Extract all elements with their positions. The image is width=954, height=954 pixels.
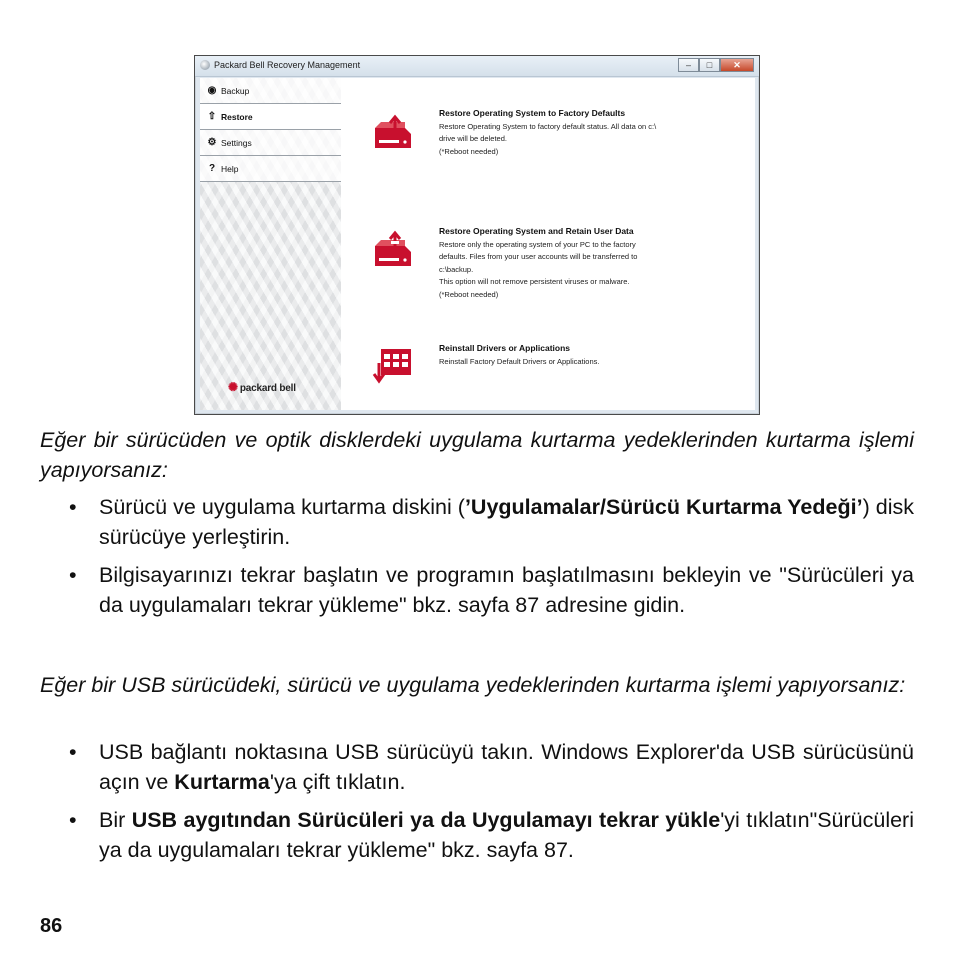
sidebar-item-backup[interactable] xyxy=(200,78,341,104)
sidebar-item-label: Settings xyxy=(221,137,252,148)
recovery-management-window xyxy=(194,55,760,415)
sidebar-item-settings[interactable] xyxy=(200,130,341,156)
window-title: Packard Bell Recovery Management xyxy=(214,60,361,70)
option-title: Reinstall Drivers or Applications xyxy=(439,343,570,353)
hdd-restore-icon xyxy=(371,108,415,152)
grid-reinstall-icon xyxy=(371,343,415,387)
brand-text: packard bell xyxy=(239,383,296,394)
list-item xyxy=(40,560,914,620)
title-bar xyxy=(195,56,759,77)
intro-paragraph-optical: Eğer bir sürücüden ve optik disklerdeki uygulama kurtarma yedeklerinden kurtarma işlemi yapıyorsanız: xyxy=(40,428,914,482)
sidebar-item-restore[interactable] xyxy=(200,104,341,130)
app-icon xyxy=(200,60,210,70)
minimize-button[interactable]: – xyxy=(678,58,699,72)
intro-paragraph-usb: Eğer bir USB sürücüdeki, sürücü ve uygulama yedeklerinden kurtarma işlemi yapıyorsanız: xyxy=(40,673,906,697)
step-text: Bilgisayarınızı tekrar başlatın ve programın başlatılmasını bekleyin ve "Sürücüleri ya da uygulamaları tekrar yükleme" bkz. sayfa 87 adresine gidin. xyxy=(99,563,914,617)
maximize-button[interactable]: □ xyxy=(699,58,720,72)
sidebar-item-label: Restore xyxy=(221,111,253,122)
optical-steps-list xyxy=(40,492,914,628)
bullet-marker: • xyxy=(69,495,77,519)
list-item xyxy=(40,737,914,797)
option-description: Reinstall Factory Default Drivers or Applications. xyxy=(439,357,600,366)
step-text: 'yi tıklatın"Sürücüleri ya da uygulamaları tekrar yükleme" bkz. sayfa 87. xyxy=(99,808,914,862)
bullet-marker: • xyxy=(69,740,77,764)
list-item xyxy=(40,492,914,552)
question-icon: ? xyxy=(208,163,216,174)
step-text: 'ya çift tıklatın. xyxy=(269,770,406,794)
step-text: Sürücü ve uygulama kurtarma diskini ( xyxy=(99,495,465,519)
gear-icon: ⚙ xyxy=(207,137,217,148)
step-bold-text: USB aygıtından Sürücüleri ya da Uygulamayı tekrar yükle xyxy=(131,808,721,832)
list-item xyxy=(40,805,914,865)
usb-steps-list xyxy=(40,737,914,873)
window-controls xyxy=(678,58,754,72)
page-number: 86 xyxy=(40,915,63,937)
hdd-retain-icon xyxy=(371,226,415,270)
packard-bell-logo xyxy=(228,380,296,394)
sidebar-item-label: Backup xyxy=(221,85,250,96)
step-bold-text: Kurtarma xyxy=(174,770,270,794)
bullet-marker: • xyxy=(69,563,77,587)
step-text: ) disk sürücüye yerleştirin. xyxy=(99,495,914,549)
option-title: Restore Operating System and Retain User Data xyxy=(439,226,634,236)
step-text: Bir xyxy=(99,808,132,832)
logo-swirl-icon: ✺ xyxy=(228,380,238,394)
sidebar-item-help[interactable] xyxy=(200,156,341,182)
options-panel xyxy=(341,78,755,410)
option-description: Restore Operating System to factory default status. All data on c:\ drive will be deleted. (*Reboot needed) xyxy=(439,122,657,156)
disc-icon: ◉ xyxy=(207,85,217,96)
bullet-marker: • xyxy=(69,808,77,832)
option-description: Restore only the operating system of your PC to the factory defaults. Files from your user accounts will be transferred to c:\backup. This option will not remove persistent viruses or malware. (*Reboot needed) xyxy=(439,240,638,299)
step-bold-text: ’Uygulamalar/Sürücü Kurtarma Yedeği’ xyxy=(464,495,863,519)
restore-icon: ⇧ xyxy=(207,111,217,122)
close-button[interactable]: ✕ xyxy=(720,58,754,72)
step-text: USB bağlantı noktasına USB sürücüyü takın. Windows Explorer'da USB sürücüsünü açın ve xyxy=(99,740,914,794)
sidebar-item-label: Help xyxy=(221,163,239,174)
option-title: Restore Operating System to Factory Defaults xyxy=(439,108,626,118)
sidebar xyxy=(200,78,341,410)
